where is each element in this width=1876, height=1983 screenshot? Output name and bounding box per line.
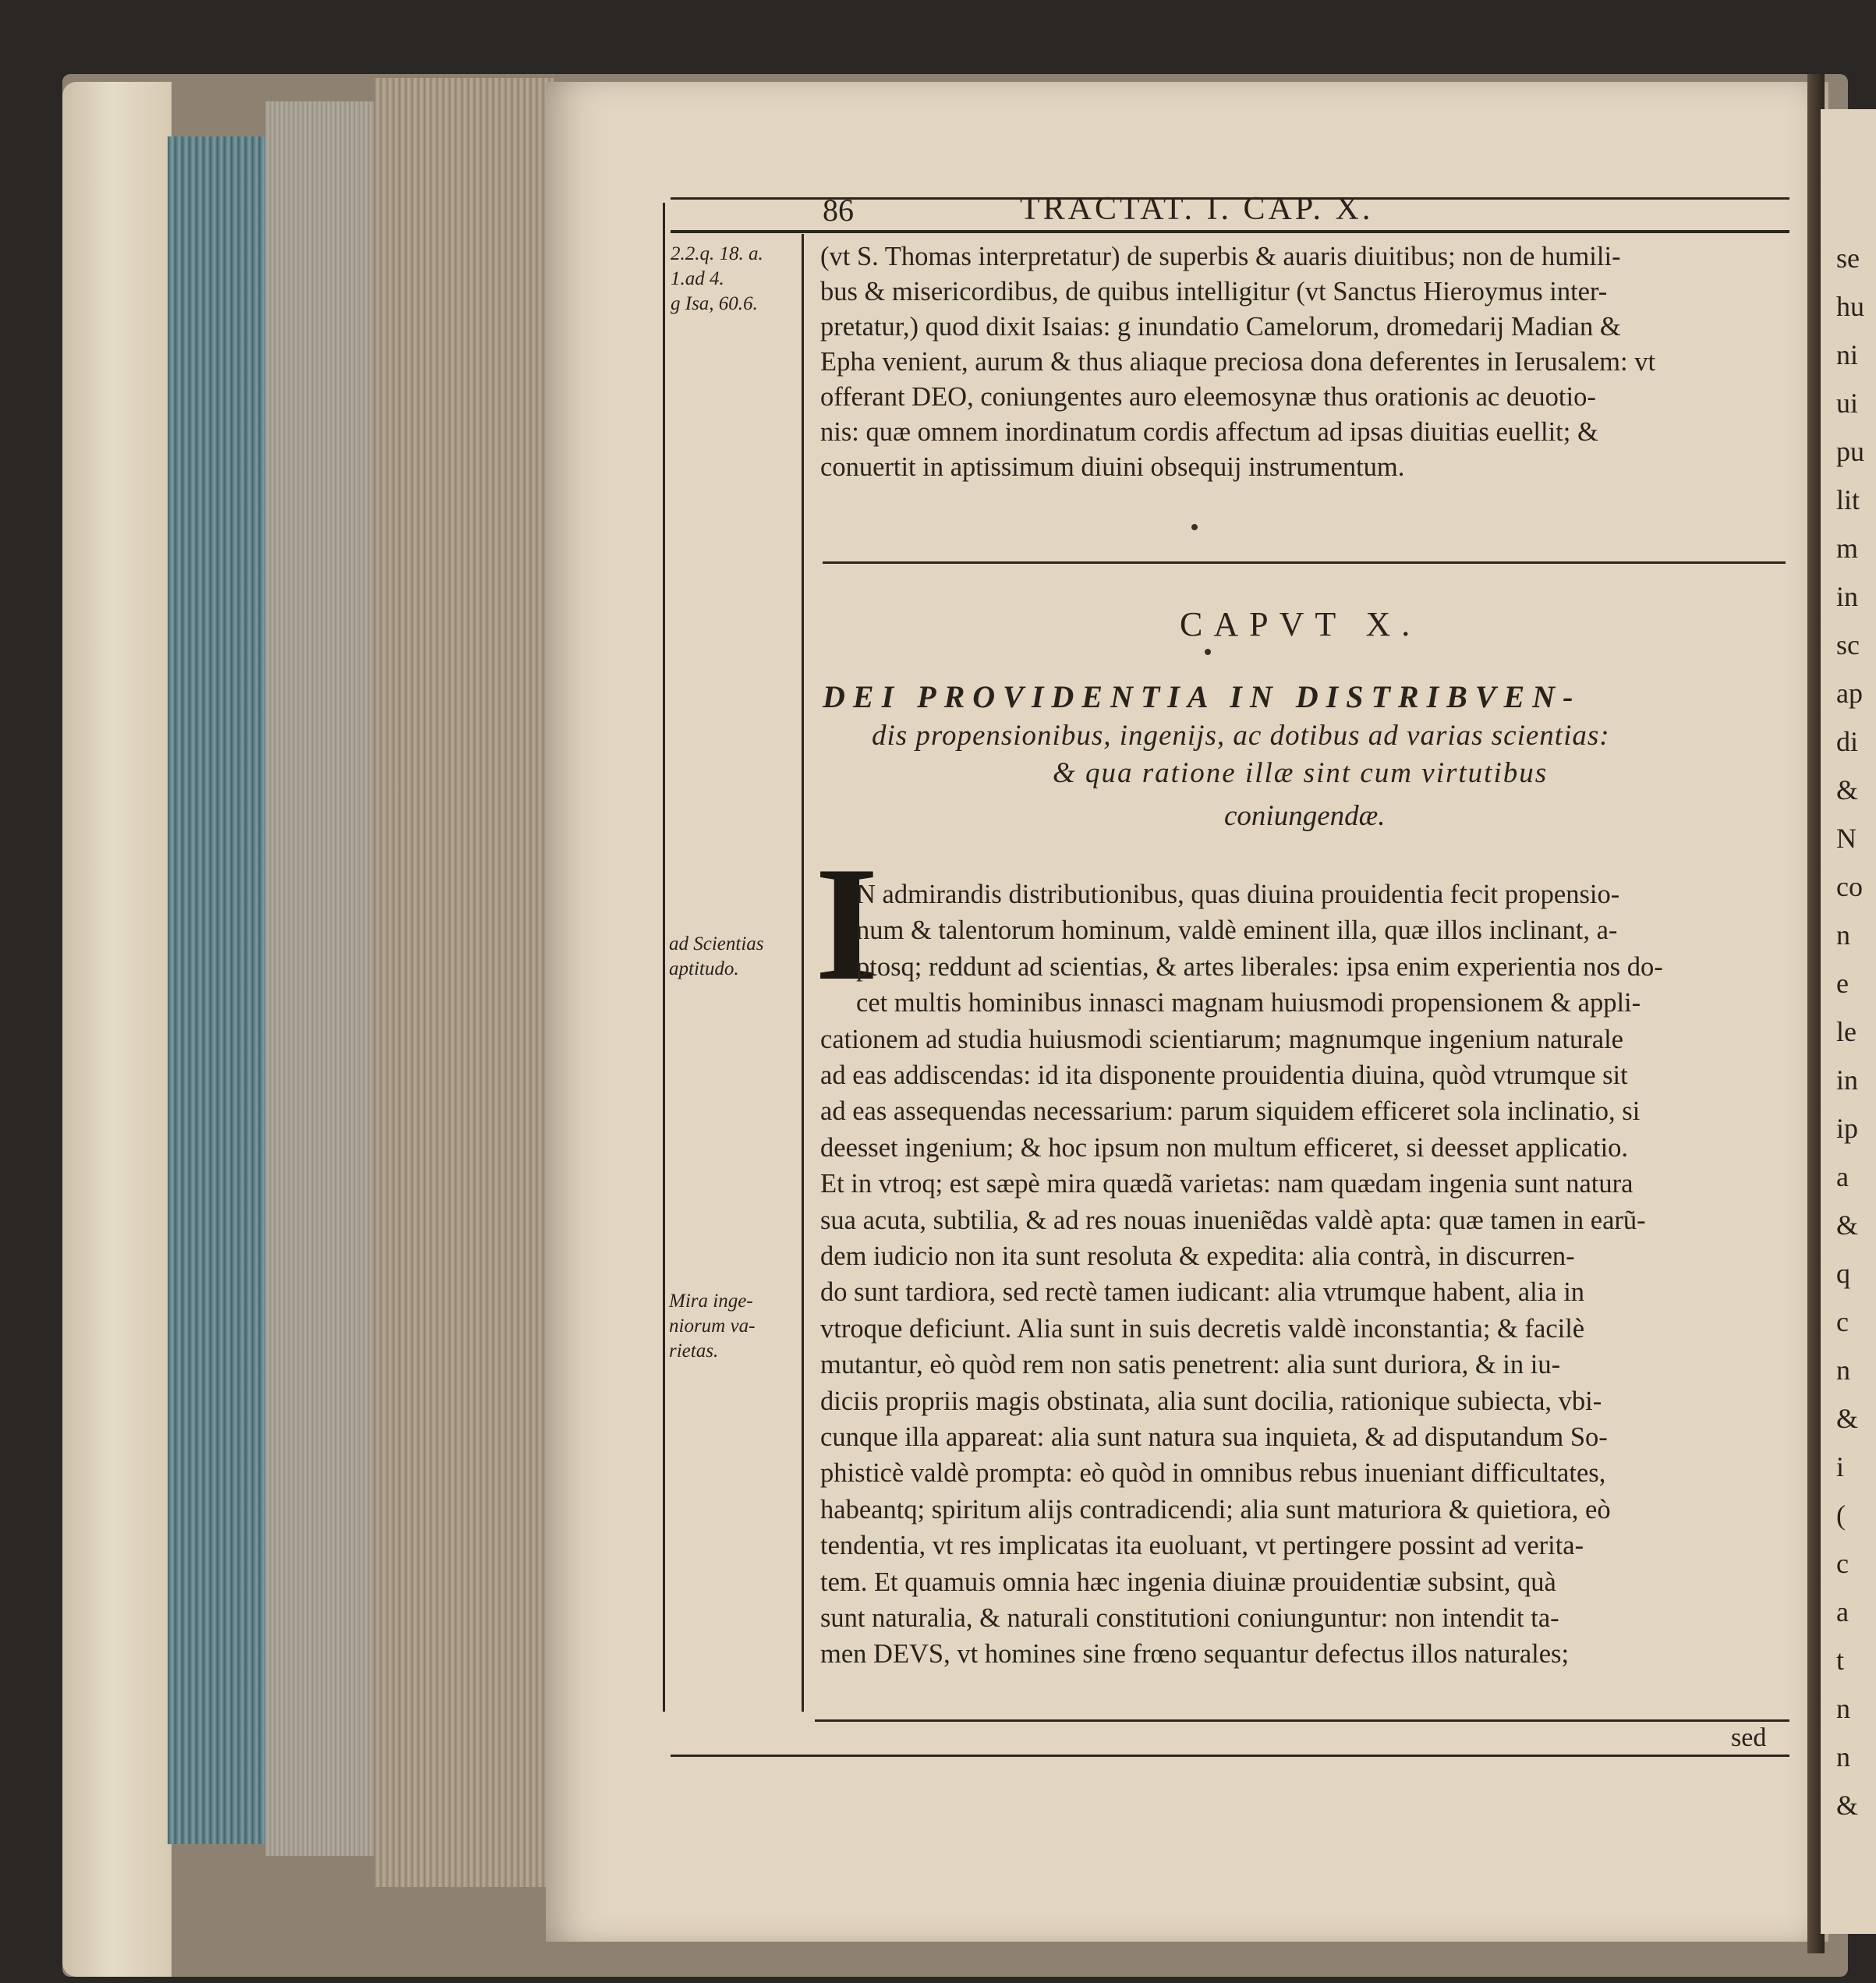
chapter-subtitle-line: & qua ratione illæ sint cum virtutibus <box>1053 757 1549 789</box>
right-page-text-fragment: in <box>1836 581 1859 612</box>
right-page-text-fragment: & <box>1836 1790 1859 1821</box>
margin-note-aptitudo <box>669 932 764 982</box>
drop-cap: I <box>815 834 879 1015</box>
right-page-text-fragment: n <box>1836 1354 1850 1386</box>
right-page-text-fragment: & <box>1836 774 1859 806</box>
text-line: ptosq; reddunt ad scientias, & artes liberales: ipsa enim experientia nos do- <box>856 951 1663 982</box>
text-line: dem iudicio non ita sunt resoluta & expedita: alia contrà, in discurren- <box>820 1241 1575 1271</box>
text-line: do sunt tardiora, sed rectè tamen iudicant: alia vtrumque habent, alia in <box>820 1277 1585 1308</box>
margin-note-varietas <box>669 1289 755 1364</box>
right-page-text-fragment: di <box>1836 726 1859 757</box>
header-rule-under <box>671 230 1789 233</box>
margin-column-rule <box>802 234 804 1712</box>
right-page-text-fragment: e <box>1836 968 1849 999</box>
right-page-text-fragment: hu <box>1836 291 1864 322</box>
right-page-fragment <box>1821 109 1876 1934</box>
text-line: ad eas addiscendas: id ita disponente prouidentia diuina, quòd vtrumque sit <box>820 1061 1628 1090</box>
page-fore-edge <box>374 78 554 1887</box>
right-page-text-fragment: n <box>1836 1693 1850 1724</box>
right-page-text-fragment: t <box>1836 1645 1845 1676</box>
right-page-text-fragment: & <box>1836 1403 1859 1434</box>
text-line: men DEVS, vt homines sine frœno sequantur defectus illos naturales; <box>820 1639 1570 1670</box>
right-page-text-fragment: N <box>1836 823 1857 854</box>
right-page-text-fragment: ip <box>1836 1113 1859 1144</box>
text-line: Epha venient, aurum & thus aliaque preciosa dona deferentes in Ierusalem: vt <box>820 347 1656 377</box>
text-line: diciis propriis magis obstinata, alia sunt docilia, rationique subiecta, vbi- <box>820 1386 1602 1416</box>
vellum-cover-fold <box>62 82 172 1977</box>
right-page-text-fragment: ni <box>1836 339 1859 370</box>
text-line: offerant DEO, coniungentes auro eleemosynæ thus orationis ac deuotio- <box>820 382 1596 412</box>
text-line: deesset ingenium; & hoc ipsum non multum efficeret, si deesset applicatio. <box>820 1132 1629 1163</box>
text-line: nis: quæ omnem inordinatum cordis affectum ad ipsas diuitias euellit; & <box>820 417 1598 447</box>
text-line: N admirandis distributionibus, quas diuina prouidentia fecit propensio- <box>856 880 1620 909</box>
right-page-text-fragment: le <box>1836 1016 1857 1047</box>
text-line: num & talentorum hominum, valdè eminent illa, quæ illos inclinant, a- <box>856 915 1618 946</box>
right-page-text-fragment: pu <box>1836 436 1864 467</box>
footer-rule <box>815 1719 1789 1722</box>
right-page-text-fragment: ui <box>1836 388 1859 419</box>
right-page-text-fragment: in <box>1836 1064 1859 1096</box>
text-line: ad eas assequendas necessarium: parum siquidem efficeret sola inclinatio, si <box>820 1096 1641 1127</box>
right-page-text-fragment: lit <box>1836 484 1860 515</box>
text-line: (vt S. Thomas interpretatur) de superbis & auaris diuitibus; non de humili- <box>820 242 1621 271</box>
ornament-dot <box>1205 649 1211 655</box>
right-page-text-fragment: se <box>1836 243 1860 274</box>
right-page-text-fragment: ( <box>1836 1500 1846 1531</box>
chapter-heading: CAPVT X. <box>1180 605 1421 643</box>
chapter-subtitle-line: coniungendæ. <box>1224 800 1386 832</box>
right-page-text-fragment: sc <box>1836 629 1860 660</box>
text-line: tendentia, vt res implicatas ita euoluant, vt pertingere possint ad verita- <box>820 1531 1584 1561</box>
text-line: tem. Et quamuis omnia hæc ingenia diuinæ prouidentiæ subsint, quà <box>820 1567 1556 1597</box>
text-line: phisticè valdè prompta: eò quòd in omnibus rebus inueniant difficultates, <box>820 1458 1606 1489</box>
right-page-text-fragment: c <box>1836 1548 1849 1579</box>
text-line: cunque illa appareat: alia sunt natura sua inquieta, & ad disputandum So- <box>820 1422 1608 1452</box>
margin-note-line: rietas. <box>669 1340 719 1362</box>
chapter-subtitle-line: DEI PROVIDENTIA IN DISTRIBVEN- <box>823 679 1581 714</box>
margin-note-line: 2.2.q. 18. a. <box>671 243 763 264</box>
text-line: conuertit in aptissimum diuini obsequij instrumentum. <box>820 452 1405 482</box>
margin-note-line: ad Scientias <box>669 933 764 954</box>
chapter-subtitle-line: dis propensionibus, ingenijs, ac dotibus ad varias scientias: <box>872 720 1610 752</box>
page-edge-blue <box>168 136 265 1844</box>
text-line: mutantur, eò quòd rem non satis penetrent: alia sunt duriora, & in iu- <box>820 1350 1561 1380</box>
running-title: TRACTAT. I. CAP. X. <box>1020 191 1374 227</box>
text-line: pretatur,) quod dixit Isaias: g inundatio Camelorum, dromedarij Madian & <box>820 312 1621 342</box>
right-page-text-fragment: & <box>1836 1209 1859 1241</box>
margin-note-line: aptitudo. <box>669 958 739 979</box>
margin-column-rule-outer <box>663 203 665 1712</box>
margin-note-line: Mira inge- <box>669 1291 753 1312</box>
right-page-text-fragment: m <box>1836 533 1859 564</box>
text-line: Et in vtroq; est sæpè mira quædã varietas: nam quædam ingenia sunt natura <box>820 1169 1634 1199</box>
text-line: bus & misericordibus, de quibus intelligitur (vt Sanctus Hieroymus inter- <box>820 277 1608 306</box>
text-line: sunt naturalia, & naturali constitutioni coniunguntur: non intendit ta- <box>820 1603 1559 1633</box>
right-page-text-fragment: a <box>1836 1161 1849 1192</box>
right-page-text-fragment: q <box>1836 1258 1850 1289</box>
margin-note-line: g Isa, 60.6. <box>671 293 758 314</box>
right-page-text-fragment: n <box>1836 1741 1850 1772</box>
right-page-text-fragment: a <box>1836 1596 1849 1627</box>
text-line: cationem ad studia huiusmodi scientiarum; magnumque ingenium naturale <box>820 1024 1623 1054</box>
right-page-text-fragment: ap <box>1836 678 1863 709</box>
page-edge-gray <box>265 101 374 1856</box>
text-line: habeantq; spiritum alijs contradicendi; alia sunt maturiora & quietiora, eò <box>820 1494 1611 1524</box>
margin-note-line: 1.ad 4. <box>671 268 724 289</box>
right-page-text-fragment: c <box>1836 1306 1849 1337</box>
catchword: sed <box>1731 1723 1767 1752</box>
margin-note-reference <box>671 242 763 317</box>
section-divider-rule <box>823 561 1786 564</box>
footer-rule-bottom <box>671 1755 1789 1757</box>
text-line: sua acuta, subtilia, & ad res nouas inueniẽdas valdè apta: quæ tamen in earũ- <box>820 1205 1646 1235</box>
right-page-text-fragment: n <box>1836 919 1850 951</box>
text-line: cet multis hominibus innasci magnam huiusmodi propensionem & appli- <box>856 988 1641 1018</box>
ornament-dot <box>1191 524 1198 530</box>
margin-note-line: niorum va- <box>669 1316 756 1337</box>
text-line: vtroque deficiunt. Alia sunt in suis decretis valdè inconstantia; & facilè <box>820 1313 1585 1344</box>
right-page-text-fragment: i <box>1836 1451 1845 1482</box>
right-page-text-fragment: co <box>1836 871 1863 902</box>
page-number: 86 <box>823 193 854 228</box>
